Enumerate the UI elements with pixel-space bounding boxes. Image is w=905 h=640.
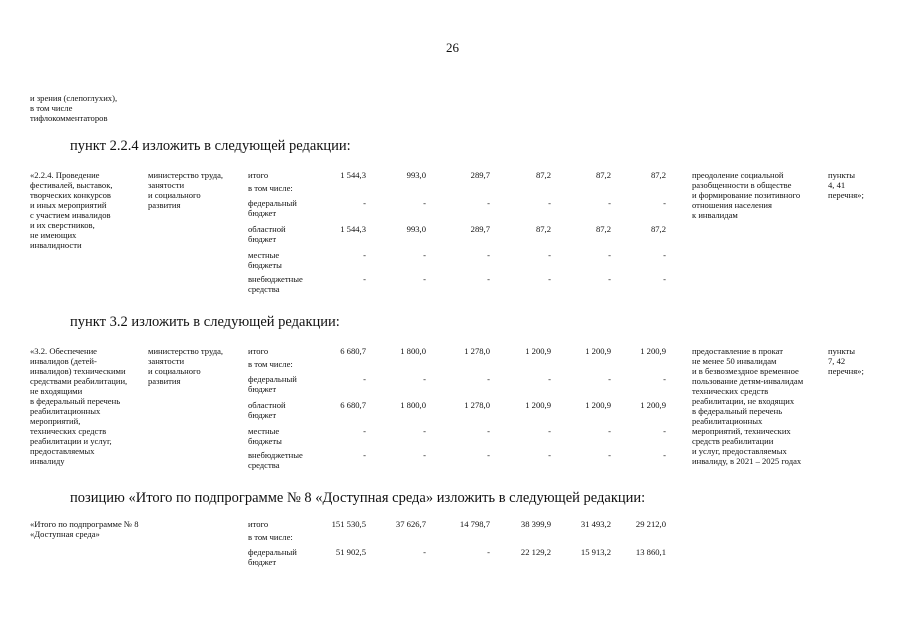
section2-row-2-label: федеральный бюджет xyxy=(248,374,297,394)
section2-row-3-value-2: 1 278,0 xyxy=(464,400,490,410)
section1-row-4-value-2: - xyxy=(487,250,490,260)
section2-row-5-value-4: - xyxy=(608,450,611,460)
section1-row-4-label: местные бюджеты xyxy=(248,250,282,270)
section2-row-0-label: итого xyxy=(248,346,269,356)
section1-executor: министерство труда, занятости и социального развития xyxy=(148,170,224,210)
section3-row-2-value-2: - xyxy=(487,547,490,557)
section2-row-0-value-0: 6 680,7 xyxy=(340,346,366,356)
section2-row-4-value-5: - xyxy=(663,426,666,436)
section3-row-0-value-0: 151 530,5 xyxy=(331,519,366,529)
section3-row-0-value-2: 14 798,7 xyxy=(459,519,490,529)
section1-row-3-value-4: 87,2 xyxy=(595,224,611,234)
section2-row-2-value-2: - xyxy=(487,374,490,384)
section2-row-5-value-3: - xyxy=(548,450,551,460)
section2-executor: министерство труда, занятости и социального развития xyxy=(148,346,224,386)
section1-result: преодоление социальной разобщенности в обществе и формирование позитивного отношения населения к инвалидам xyxy=(692,170,801,220)
section1-row-2-value-1: - xyxy=(423,198,426,208)
section1-row-5-value-4: - xyxy=(608,274,611,284)
section1-row-2-value-3: - xyxy=(548,198,551,208)
page-number: 26 xyxy=(446,40,459,55)
section2-row-0-value-4: 1 200,9 xyxy=(585,346,611,356)
section2-row-4-label: местные бюджеты xyxy=(248,426,282,446)
section2-heading: пункт 3.2 изложить в следующей редакции: xyxy=(70,314,340,330)
section2-row-3-value-5: 1 200,9 xyxy=(640,400,666,410)
section1-row-5-label: внебюджетные средства xyxy=(248,274,303,294)
section1-row-5-value-2: - xyxy=(487,274,490,284)
section3-row-0-value-3: 38 399,9 xyxy=(520,519,551,529)
section2-row-0-value-3: 1 200,9 xyxy=(525,346,551,356)
section1-row-2-label: федеральный бюджет xyxy=(248,198,297,218)
section2-row-2-value-4: - xyxy=(608,374,611,384)
section3-title: «Итого по подпрограмме № 8 «Доступная среда» xyxy=(30,519,139,539)
section1-row-3-value-0: 1 544,3 xyxy=(340,224,366,234)
section1-row-0-value-3: 87,2 xyxy=(535,170,551,180)
section1-row-4-value-4: - xyxy=(608,250,611,260)
section1-row-3-label: областной бюджет xyxy=(248,224,286,244)
section2-row-0-value-2: 1 278,0 xyxy=(464,346,490,356)
section3-row-2-label: федеральный бюджет xyxy=(248,547,297,567)
section3-row-2-value-5: 13 860,1 xyxy=(635,547,666,557)
section1-row-4-value-3: - xyxy=(548,250,551,260)
section2-event: «3.2. Обеспечение инвалидов (детей- инвалидов) техническими средствами реабилитации, не входящими в федеральный перечень реабилитационных мероприятий, технических средств реабилитации и услуг, предоставляемых инвалиду xyxy=(30,346,128,466)
section2-row-1-label: в том числе: xyxy=(248,359,293,369)
section3-row-2-value-4: 15 913,2 xyxy=(580,547,611,557)
section2-row-2-value-1: - xyxy=(423,374,426,384)
section1-row-3-value-5: 87,2 xyxy=(650,224,666,234)
section1-row-0-value-4: 87,2 xyxy=(595,170,611,180)
section3-row-0-value-4: 31 493,2 xyxy=(580,519,611,529)
section1-row-5-value-0: - xyxy=(363,274,366,284)
section1-row-3-value-1: 993,0 xyxy=(406,224,426,234)
section3-row-1-label: в том числе: xyxy=(248,532,293,542)
section2-result: предоставление в прокат не менее 50 инвалидам и в безвозмездное временное пользование детям-инвалидам технических средств реабилитации, не входящих в федеральный перечень реабилитационных мероприятий, технических средств реабилитации и услуг, предоставляемых инвалиду, в 2021 – 2025 годах xyxy=(692,346,804,466)
section1-points: пункты 4, 41 перечня»; xyxy=(828,170,864,200)
section1-row-5-value-1: - xyxy=(423,274,426,284)
section1-row-2-value-2: - xyxy=(487,198,490,208)
section2-row-4-value-2: - xyxy=(487,426,490,436)
section2-row-2-value-5: - xyxy=(663,374,666,384)
section3-row-0-value-5: 29 212,0 xyxy=(635,519,666,529)
section2-row-3-value-1: 1 800,0 xyxy=(400,400,426,410)
section2-row-2-value-0: - xyxy=(363,374,366,384)
section1-row-4-value-0: - xyxy=(363,250,366,260)
section2-row-5-value-1: - xyxy=(423,450,426,460)
section2-row-5-value-5: - xyxy=(663,450,666,460)
section2-row-5-label: внебюджетные средства xyxy=(248,450,303,470)
section2-row-0-value-1: 1 800,0 xyxy=(400,346,426,356)
section1-row-0-value-1: 993,0 xyxy=(406,170,426,180)
section1-row-2-value-4: - xyxy=(608,198,611,208)
section2-row-3-value-0: 6 680,7 xyxy=(340,400,366,410)
section2-row-5-value-2: - xyxy=(487,450,490,460)
section2-points: пункты 7, 42 перечня»; xyxy=(828,346,864,376)
section1-row-2-value-0: - xyxy=(363,198,366,208)
section1-heading: пункт 2.2.4 изложить в следующей редакции: xyxy=(70,138,351,154)
section1-event: «2.2.4. Проведение фестивалей, выставок, творческих конкурсов и иных мероприятий с участием инвалидов и их сверстников, не имеющих инвалидности xyxy=(30,170,113,250)
section1-row-0-value-5: 87,2 xyxy=(650,170,666,180)
section2-row-5-value-0: - xyxy=(363,450,366,460)
section1-row-3-value-2: 289,7 xyxy=(470,224,490,234)
section1-row-4-value-5: - xyxy=(663,250,666,260)
section1-row-1-label: в том числе: xyxy=(248,183,293,193)
section3-row-2-value-0: 51 902,5 xyxy=(335,547,366,557)
section2-row-3-value-4: 1 200,9 xyxy=(585,400,611,410)
section3-row-2-value-3: 22 129,2 xyxy=(520,547,551,557)
top-fragment: и зрения (слепоглухих), в том числе тифлокомментаторов xyxy=(30,93,118,123)
section1-row-0-label: итого xyxy=(248,170,269,180)
section1-row-4-value-1: - xyxy=(423,250,426,260)
section3-row-0-label: итого xyxy=(248,519,269,529)
section1-row-5-value-5: - xyxy=(663,274,666,284)
section1-row-0-value-0: 1 544,3 xyxy=(340,170,366,180)
section1-row-0-value-2: 289,7 xyxy=(470,170,490,180)
section3-row-0-value-1: 37 626,7 xyxy=(395,519,426,529)
section2-row-4-value-0: - xyxy=(363,426,366,436)
section2-row-4-value-4: - xyxy=(608,426,611,436)
section3-row-2-value-1: - xyxy=(423,547,426,557)
section2-row-2-value-3: - xyxy=(548,374,551,384)
section2-row-3-label: областной бюджет xyxy=(248,400,286,420)
section3-heading: позицию «Итого по подпрограмме № 8 «Доступная среда» изложить в следующей редакции: xyxy=(70,490,646,506)
section2-row-4-value-3: - xyxy=(548,426,551,436)
section1-row-5-value-3: - xyxy=(548,274,551,284)
section1-row-3-value-3: 87,2 xyxy=(535,224,551,234)
section1-row-2-value-5: - xyxy=(663,198,666,208)
section2-row-0-value-5: 1 200,9 xyxy=(640,346,666,356)
section2-row-3-value-3: 1 200,9 xyxy=(525,400,551,410)
section2-row-4-value-1: - xyxy=(423,426,426,436)
